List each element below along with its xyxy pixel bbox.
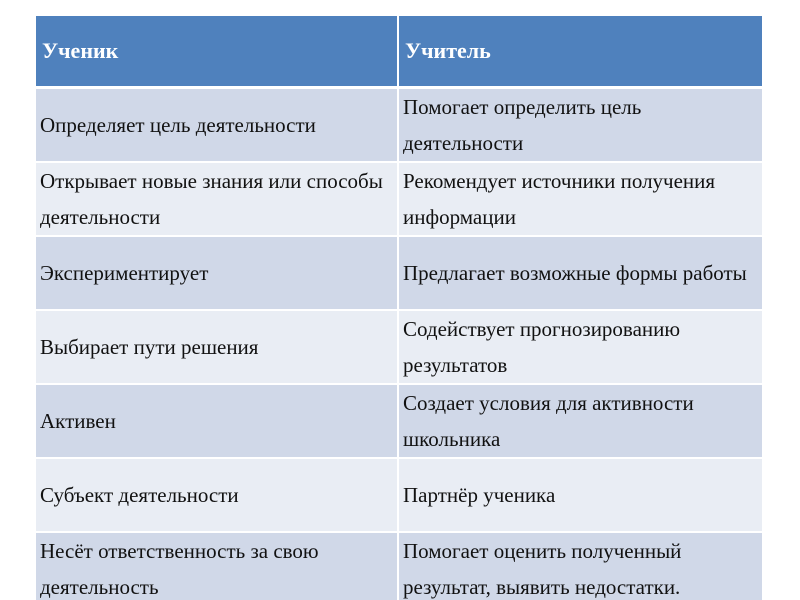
student-cell: Несёт ответственность за свою деятельность bbox=[36, 532, 398, 600]
column-header-student: Ученик bbox=[36, 16, 398, 88]
teacher-cell: Помогает определить цель деятельности bbox=[398, 88, 762, 163]
table-row bbox=[36, 88, 762, 163]
student-cell: Открывает новые знания или способы деятельности bbox=[36, 162, 398, 236]
table-row bbox=[36, 236, 762, 310]
table-row bbox=[36, 532, 762, 600]
column-header-teacher: Учитель bbox=[398, 16, 762, 88]
teacher-cell: Рекомендует источники получения информации bbox=[398, 162, 762, 236]
student-cell: Экспериментирует bbox=[36, 236, 398, 310]
student-cell: Активен bbox=[36, 384, 398, 458]
student-cell: Определяет цель деятельности bbox=[36, 88, 398, 163]
teacher-cell: Помогает оценить полученный результат, выявить недостатки. bbox=[398, 532, 762, 600]
student-cell: Субъект деятельности bbox=[36, 458, 398, 532]
table-row bbox=[36, 310, 762, 384]
comparison-table bbox=[36, 16, 762, 600]
teacher-cell: Создает условия для активности школьника bbox=[398, 384, 762, 458]
student-cell: Выбирает пути решения bbox=[36, 310, 398, 384]
table-row bbox=[36, 458, 762, 532]
teacher-cell: Предлагает возможные формы работы bbox=[398, 236, 762, 310]
table-header-row bbox=[36, 16, 762, 88]
teacher-cell: Партнёр ученика bbox=[398, 458, 762, 532]
teacher-cell: Содействует прогнозированию результатов bbox=[398, 310, 762, 384]
table-row bbox=[36, 384, 762, 458]
table-row bbox=[36, 162, 762, 236]
